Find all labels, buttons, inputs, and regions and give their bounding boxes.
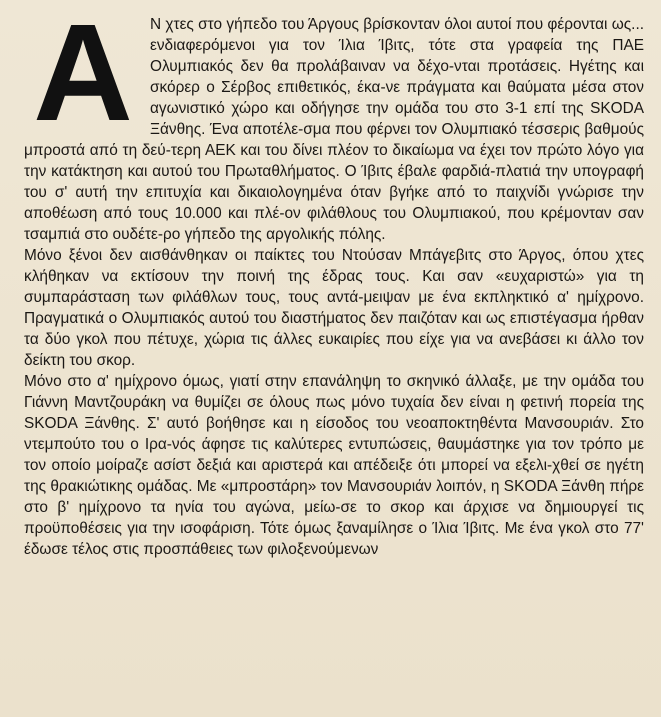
- article-body: [24, 14, 644, 560]
- paragraph-3: Μόνο στο α' ημίχρονο όμως, γιατί στην επανάληψη το σκηνικό άλλαξε, με την ομάδα του Γιάννη Μαντζουράκη να θυμίζει σε όλους πως μόνο τυχαία δεν είναι η φετινή πορεία της SKODA Ξάνθης. Σ' αυτό βοήθησε και η είσοδος του νεοαποκτηθέντα Μανσουριάν. Στο ντεμπούτο του ο Ιρα-νός άφησε τις καλύτερες εντυπώσεις, θαυμάστηκε για τον τρόπο με τον οποίο μοίραζε ασίστ δεξιά και αριστερά και απέδειξε ότι μπορεί να εξελι-χθεί σε ηγέτη της θρακιώτικης ομάδας. Με «μπροστάρη» τον Μανσουριάν λοιπόν, η SKODA Ξάνθη πήρε στο β' ημίχρονο τα ηνία του αγώνα, μείω-σε το σκορ και άρχισε να δημιουργεί τις προϋποθέσεις για την ισοφάριση. Τότε όμως ξαναμίλησε ο Ίλια Ίβιτς. Με ένα γκολ στο 77' έδωσε τέλος στις προσπάθειες των φιλοξενούμενων: [24, 373, 644, 558]
- drop-cap: [24, 20, 142, 126]
- drop-cap-letter: Α: [33, 20, 133, 126]
- drop-cap-glyph: [24, 20, 142, 126]
- paragraph-2: Μόνο ξένοι δεν αισθάνθηκαν οι παίκτες του Ντούσαν Μπάγεβιτς στο Άργος, όπου χτες κλήθηκαν να εκτίσουν την ποινή της έδρας τους. Και σαν «ευχαριστώ» για τη συμπαράσταση των φιλάθλων τους, τους αντά-μειψαν με ένα εκπληκτικό α' ημίχρονο. Πραγματικά ο Ολυμπιακός αυτού του διαστήματος δεν παιζόταν και ως επιστέγασμα ήρθαν τα δύο γκολ που πέτυχε, χώρια τις άλλες ευκαιρίες που είχε για να ανεβάσει κι άλλο τον δείκτη του σκορ.: [24, 247, 644, 369]
- paragraph-1: Ν χτες στο γήπεδο του Άργους βρίσκονταν όλοι αυτοί που φέρονται ως... ενδιαφερόμενοι για τον Ίλια Ίβιτς, τότε στα γραφεία της ΠΑΕ Ολυμπιακός δεν θα προλάβαιναν να δέχο-νται προτάσεις. Ηγέτης και σκόρερ ο Σέρβος επιθετικός, έκα-νε πράγματα και θαύματα μέσα στον αγωνιστικό χώρο και οδήγησε την ομάδα του στο 3-1 επί της SKODA Ξάνθης. Ένα αποτέλε-σμα που φέρνει τον Ολυμπιακό τέσσερις βαθμούς μπροστά από τη δεύ-τερη ΑΕΚ και του δίνει πλέον το δικαίωμα να έχει τον πρώτο λόγο για την κατάκτηση και αυτού του Πρωταθλήματος. Ο Ίβιτς έβαλε φαρδιά-πλατιά την υπογραφή του σ' αυτή την επιτυχία και δικαιολογημένα όταν βγήκε από το παιχνίδι γνώρισε την αποθέωση από τους 10.000 και πλέ-ον φιλάθλους του Ολυμπιακού, που κρέμονταν σαν τσαμπιά στο ουδέτε-ρο γήπεδο της αργολικής πόλης.: [24, 16, 644, 243]
